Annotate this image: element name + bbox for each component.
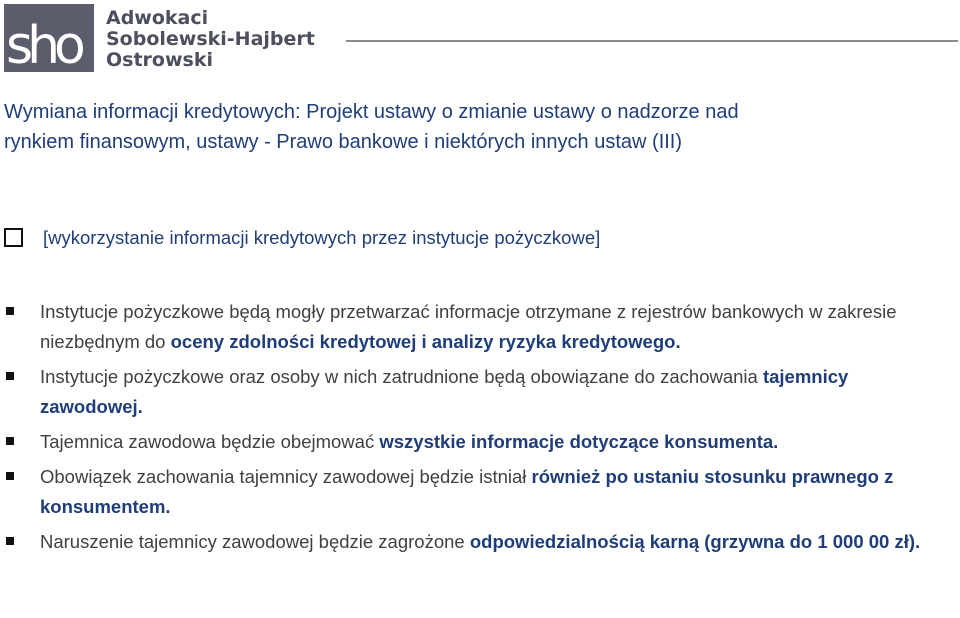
checkbox-icon	[4, 228, 23, 247]
bullet-text: Instytucje pożyczkowe oraz osoby w nich zatrudnione będą obowiązane do zachowania	[40, 366, 763, 387]
bullet-item	[4, 362, 956, 422]
logo-mark	[4, 4, 94, 72]
bullet-item	[4, 427, 956, 457]
bullet-list	[4, 297, 956, 562]
logo-mark-text: sho	[6, 16, 80, 72]
bullet-suffix: .	[165, 496, 171, 517]
slide-title-line-2: rynkiem finansowym, ustawy - Prawo bankowe i niektórych innych ustaw (III)	[4, 131, 683, 153]
bullet-emphasis: odpowiedzialnością karną	[469, 531, 700, 552]
square-bullet-icon	[6, 372, 14, 380]
bullet-text: Instytucje pożyczkowe będą mogły przetwarzać informacje otrzymane z rejestrów bankowych w zakresie niezbędnym do	[40, 301, 897, 352]
square-bullet-icon	[6, 307, 14, 315]
bullet-emphasis: wszystkie informacje dotyczące konsumenta	[379, 431, 774, 452]
bullet-emphasis: również po ustaniu stosunku prawnego z konsumentem	[40, 466, 894, 517]
bullet-item	[4, 527, 956, 557]
header-divider	[346, 40, 958, 42]
square-bullet-icon	[6, 472, 14, 480]
firm-logo	[4, 4, 314, 74]
bullet-suffix: .	[773, 431, 779, 452]
logo-line-2: Sobolewski-Hajbert	[106, 28, 315, 50]
slide-title-line-1: Wymiana informacji kredytowych: Projekt ustawy o zmianie ustawy o nadzorze nad	[4, 101, 739, 123]
square-bullet-icon	[6, 537, 14, 545]
slide-title	[4, 97, 944, 157]
bullet-emphasis: tajemnicy zawodowej	[40, 366, 849, 417]
square-bullet-icon	[6, 437, 14, 445]
logo-line-1: Adwokaci	[106, 7, 209, 29]
bullet-suffix: .	[675, 331, 681, 352]
section-heading	[4, 226, 600, 250]
bullet-suffix: .	[137, 396, 143, 417]
bullet-item	[4, 462, 956, 522]
bullet-text: Naruszenie tajemnicy zawodowej będzie zagrożone	[40, 531, 470, 552]
section-heading-label: [wykorzystanie informacji kredytowych przez instytucje pożyczkowe]	[43, 227, 601, 248]
logo-wordmark	[106, 8, 315, 71]
bullet-item	[4, 297, 956, 357]
bullet-suffix: (grzywna do 1 000 00 zł).	[699, 531, 921, 552]
logo-line-3: Ostrowski	[106, 49, 213, 71]
bullet-text: Obowiązek zachowania tajemnicy zawodowej będzie istniał	[40, 466, 532, 487]
bullet-text: Tajemnica zawodowa będzie obejmować	[40, 431, 380, 452]
bullet-emphasis: oceny zdolności kredytowej i analizy ryzyka kredytowego	[170, 331, 676, 352]
